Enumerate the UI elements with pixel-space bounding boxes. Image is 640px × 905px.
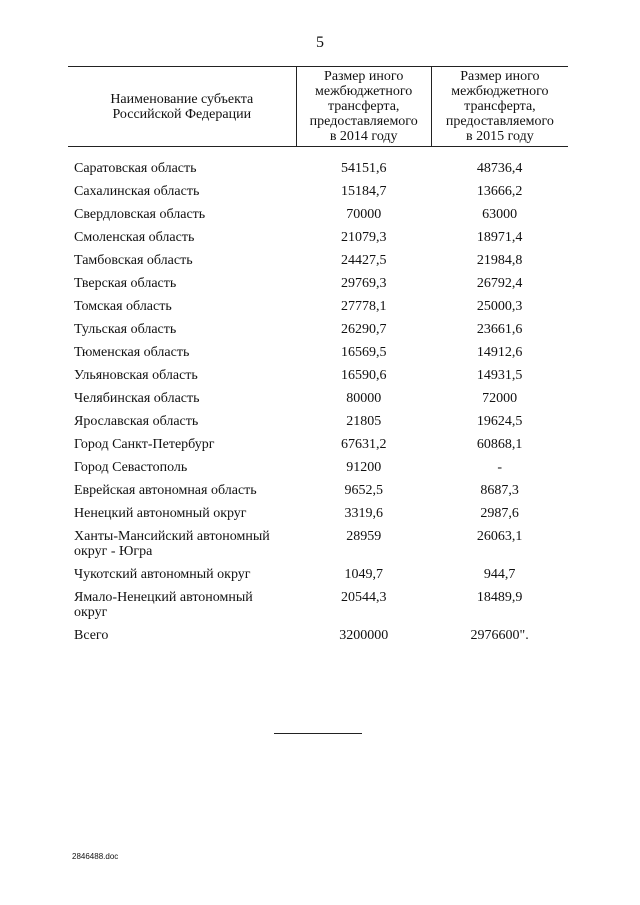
amount-2015-cell: 21984,8 (476, 253, 523, 268)
amount-2015-cell: 8687,3 (480, 483, 519, 498)
header-line: Размер иного (324, 69, 404, 84)
table-row (68, 563, 568, 586)
table-row (68, 387, 568, 410)
header-line: Наименование субъекта (110, 91, 254, 107)
amount-2014-cell: 24427,5 (340, 253, 387, 268)
subject-name-cell (68, 272, 296, 295)
subject-name-cell (68, 295, 296, 318)
subject-name-line: Тюменская область (74, 345, 190, 360)
subject-name-line: Саратовская область (74, 161, 197, 176)
table-row (68, 341, 568, 364)
amount-2014-cell: 21805 (346, 414, 382, 429)
amount-2014-cell: 1049,7 (344, 567, 383, 582)
header-line: межбюджетного (315, 84, 413, 99)
subject-name-cell (68, 364, 296, 387)
table-row (68, 502, 568, 525)
subject-name-line: Тамбовская область (74, 253, 193, 268)
table-body (68, 147, 568, 648)
subject-name-line: Томская область (74, 299, 172, 314)
amount-2014-cell: 9652,5 (344, 483, 383, 498)
table-row (68, 410, 568, 433)
amount-2014-cell: 54151,6 (340, 161, 387, 176)
amount-2015-cell: 26792,4 (476, 276, 523, 291)
amount-2015-cell: 18971,4 (476, 230, 523, 245)
amount-2015-cell: 48736,4 (476, 161, 523, 176)
amount-2015-cell: 14912,6 (476, 345, 523, 360)
amount-2015-cell: 13666,2 (476, 184, 523, 199)
amount-2015-cell: 25000,3 (476, 299, 523, 314)
amount-2014-cell: 80000 (346, 391, 382, 406)
amount-2014-cell: 3200000 (339, 628, 389, 643)
subject-name-cell (68, 624, 296, 647)
subject-name-cell (68, 502, 296, 525)
amount-2015-cell: 72000 (482, 391, 518, 406)
subject-name-cell (68, 433, 296, 456)
subject-name-cell (68, 203, 296, 226)
table-row (68, 226, 568, 249)
table-row (68, 295, 568, 318)
subject-name-line: округ - Югра (74, 544, 153, 559)
table-row (68, 479, 568, 502)
header-line: в 2015 году (466, 129, 534, 144)
subject-name-cell (68, 226, 296, 249)
amount-2015-cell: 944,7 (483, 567, 516, 582)
subject-name-line: Ярославская область (74, 414, 199, 429)
subject-name-cell (68, 318, 296, 341)
amount-2014-cell: 15184,7 (340, 184, 387, 199)
subject-name-cell (68, 410, 296, 433)
header-line: межбюджетного (451, 84, 549, 99)
subject-name-cell (68, 479, 296, 502)
subject-name-cell (68, 387, 296, 410)
amount-2014-cell: 26290,7 (340, 322, 387, 337)
amount-2014-cell: 21079,3 (340, 230, 387, 245)
subject-name-cell (68, 249, 296, 272)
header-line: Российской Федерации (112, 106, 252, 122)
subject-name-line: Ненецкий автономный округ (74, 506, 247, 521)
subject-name-line: Всего (74, 628, 109, 643)
subject-name-line: Смоленская область (74, 230, 195, 245)
subject-name-cell (68, 157, 296, 180)
amount-2014-cell: 3319,6 (344, 506, 383, 521)
footer-filename: 2846488.doc (72, 852, 119, 861)
page-number: 5 (316, 34, 324, 51)
table-spacer-row (68, 147, 568, 158)
header-line: в 2014 году (329, 129, 398, 144)
subject-name-line: Ямало-Ненецкий автономный (74, 590, 253, 605)
subject-name-line: Чукотский автономный округ (74, 567, 251, 582)
amount-2015-cell: 26063,1 (476, 529, 523, 544)
table-row (68, 203, 568, 226)
subject-name-line: Свердловская область (74, 207, 206, 222)
amount-2015-cell: 14931,5 (476, 368, 523, 383)
table-row (68, 586, 568, 624)
amount-2014-cell: 16590,6 (340, 368, 387, 383)
amount-2015-cell: 23661,6 (476, 322, 523, 337)
table-row (68, 249, 568, 272)
amount-2014-cell: 27778,1 (340, 299, 387, 314)
table-row (68, 433, 568, 456)
amount-2014-cell: 16569,5 (340, 345, 387, 360)
subject-name-line: Город Санкт-Петербург (74, 437, 215, 452)
table-row (68, 624, 568, 647)
subject-name-line: Город Севастополь (74, 460, 188, 475)
amount-2014-cell: 67631,2 (340, 437, 387, 452)
header-line: предоставляемого (309, 114, 418, 129)
amount-2014-cell: 29769,3 (340, 276, 387, 291)
subject-name-line: Тульская область (74, 322, 177, 337)
amount-2014-cell: 28959 (346, 529, 382, 544)
table-row (68, 364, 568, 387)
header-amount-2014 (296, 67, 431, 147)
subject-name-cell (68, 180, 296, 203)
amount-2015-cell: 63000 (482, 207, 518, 222)
table-header (68, 67, 568, 147)
amount-2014-cell: 91200 (346, 460, 382, 475)
table-row (68, 180, 568, 203)
subject-name-line: Тверская область (74, 276, 177, 291)
subject-name-line: Сахалинская область (74, 184, 200, 199)
subject-name-line: округ (74, 605, 108, 620)
amount-2015-cell: 18489,9 (476, 590, 523, 605)
header-amount-2015 (431, 67, 568, 147)
table-row (68, 318, 568, 341)
amount-2014-cell: 70000 (346, 207, 382, 222)
header-subject-name (68, 67, 296, 147)
header-line: трансферта, (464, 99, 536, 114)
subject-name-line: Еврейская автономная область (74, 483, 257, 498)
header-line: Размер иного (460, 69, 540, 84)
amount-2015-cell: - (497, 460, 502, 475)
subject-name-cell (68, 456, 296, 479)
subject-name-cell (68, 525, 296, 563)
table-row (68, 456, 568, 479)
subject-name-cell (68, 586, 296, 624)
subject-name-line: Ульяновская область (74, 368, 198, 383)
table-row (68, 157, 568, 180)
header-line: трансферта, (327, 99, 400, 114)
header-line: предоставляемого (445, 114, 554, 129)
amount-2015-cell: 60868,1 (476, 437, 523, 452)
amount-2014-cell: 20544,3 (340, 590, 387, 605)
subject-name-line: Ханты-Мансийский автономный (74, 529, 270, 544)
amount-2015-cell: 2976600". (470, 628, 529, 643)
table-row (68, 525, 568, 563)
subject-name-line: Челябинская область (74, 391, 200, 406)
transfer-table (68, 66, 568, 647)
closing-rule (274, 733, 362, 734)
subject-name-cell (68, 563, 296, 586)
amount-2015-cell: 19624,5 (476, 414, 523, 429)
amount-2015-cell: 2987,6 (480, 506, 519, 521)
subject-name-cell (68, 341, 296, 364)
table-row (68, 272, 568, 295)
